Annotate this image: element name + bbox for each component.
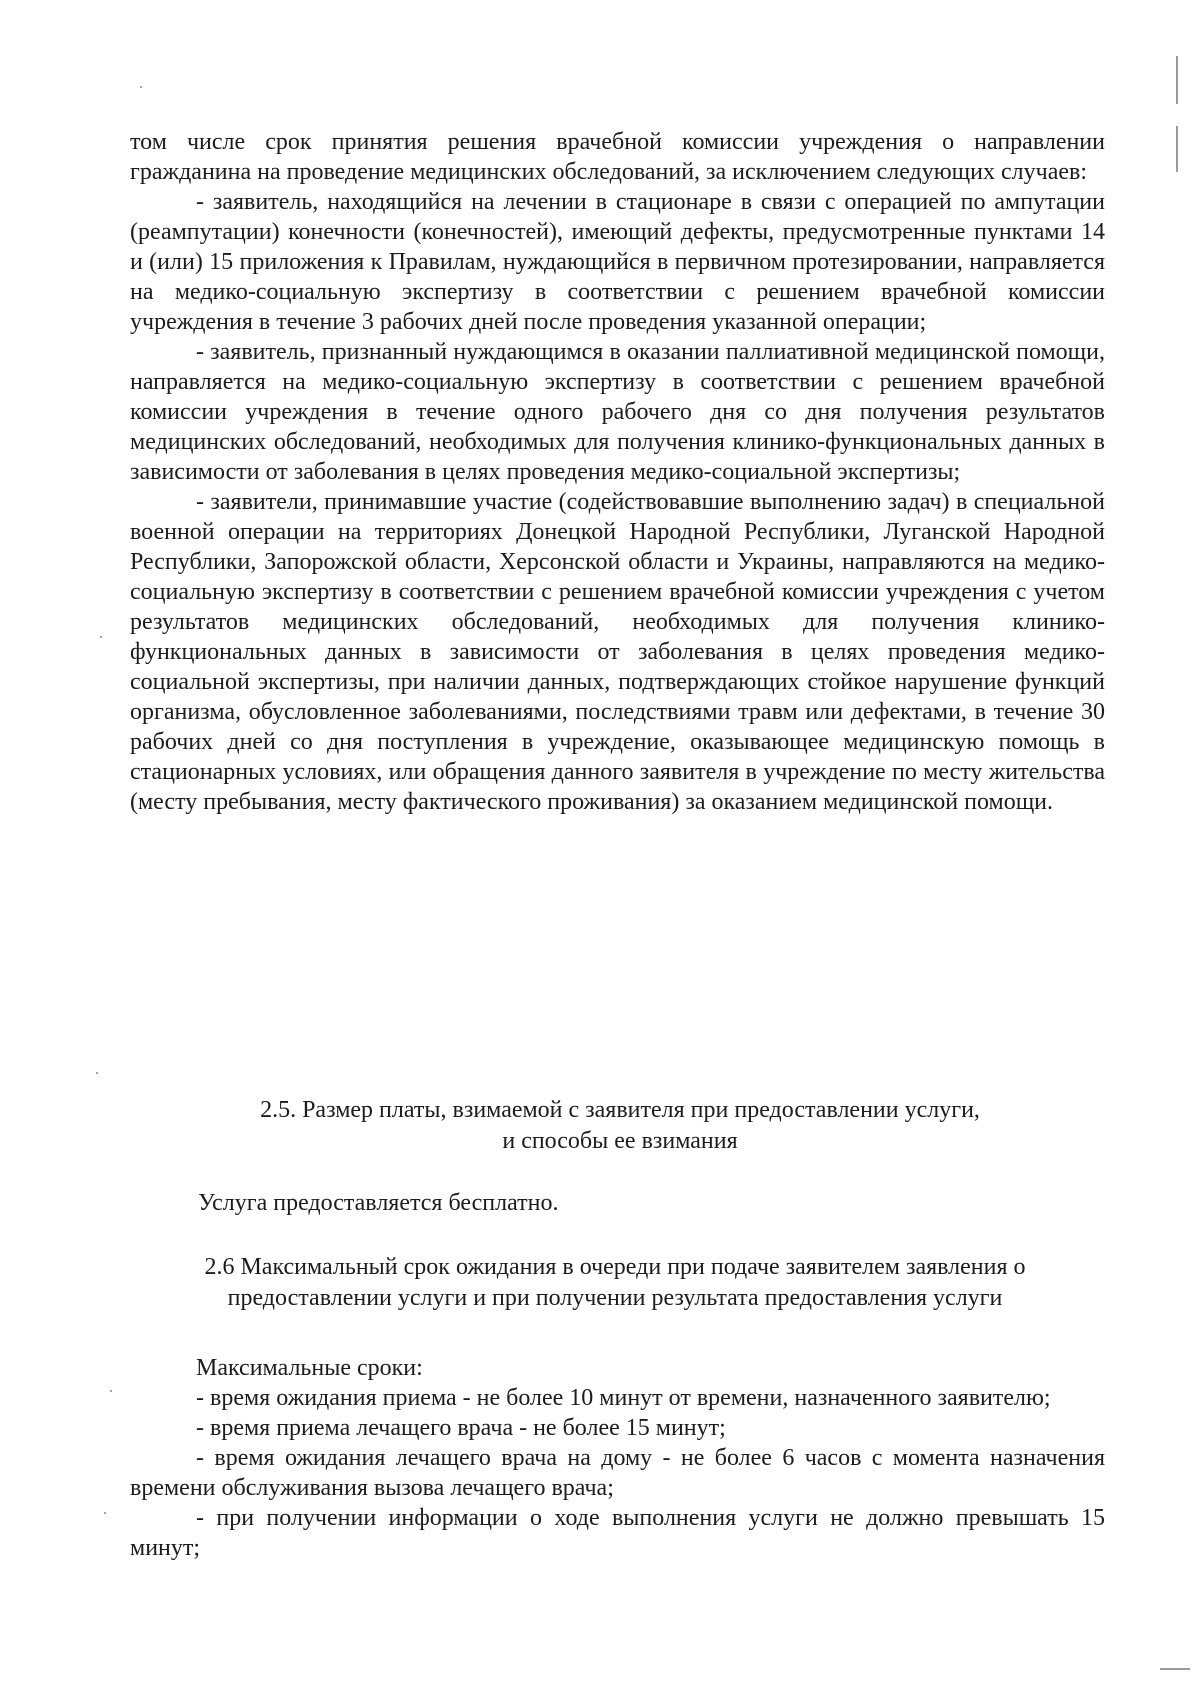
max-terms-block	[130, 1353, 1105, 1563]
max-term-item-reception-duration: - время приема лечащего врача - не более 15 минут;	[196, 1415, 726, 1441]
exception-item-special-operation: - заявители, принимавшие участие (содействовавшие выполнению задач) в специальной военной операции на территориях Донецкой Народной Республики, Луганской Народной Республики, Запорожской области, Херсонской области и Украины, направляются на медико-социальную экспертизу в соответствии с решением врачебной комиссии учреждения с учетом результатов медицинских обследований, необходимых для получения клинико-функциональных данных в зависимости от заболевания в целях проведения медико-социальной экспертизы, при наличии данных, подтверждающих стойкое нарушение функций организма, обусловленное заболеваниями, последствиями травм или дефектами, в течение 30 рабочих дней со дня поступления в учреждение, оказывающее медицинскую помощь в стационарных условиях, или обращения данного заявителя в учреждение по месту жительства (месту пребывания, месту фактического проживания) за оказанием медицинской помощи.	[130, 489, 1105, 815]
section-2-5-heading	[170, 1095, 1070, 1157]
scan-edge-mark-top	[1176, 56, 1178, 104]
max-term-item-home-visit: - время ожидания лечащего врача на дому - не более 6 часов с момента назначения времени обслуживания вызова лечащего врача;	[130, 1445, 1105, 1501]
exceptions-block	[130, 127, 1105, 817]
scan-corner-mark	[1160, 1668, 1190, 1670]
scan-speck	[104, 1512, 106, 1514]
max-term-item-status-info: - при получении информации о ходе выполнения услуги не должно превышать 15 минут;	[130, 1505, 1105, 1561]
section-2-6-heading	[120, 1252, 1110, 1314]
section-2-5-heading-line1: 2.5. Размер платы, взимаемой с заявителя при предоставлении услуги,	[260, 1097, 980, 1123]
scan-speck	[110, 1390, 112, 1392]
intro-paragraph: том числе срок принятия решения врачебной комиссии учреждения о направлении гражданина на проведение медицинских обследований, за исключением следующих случаев:	[130, 129, 1105, 185]
section-2-5-heading-line2: и способы ее взимания	[502, 1128, 738, 1154]
scan-speck	[140, 86, 142, 88]
scan-speck	[100, 636, 102, 638]
exception-item-amputation: - заявитель, находящийся на лечении в стационаре в связи с операцией по ампутации (реампутации) конечности (конечностей), имеющий дефекты, предусмотренные пунктами 14 и (или) 15 приложения к Правилам, нуждающийся в первичном протезировании, направляется на медико-социальную экспертизу в соответствии с решением врачебной комиссии учреждения в течение 3 рабочих дней после проведения указанной операции;	[130, 189, 1105, 335]
section-2-6-heading-line1: 2.6 Максимальный срок ожидания в очереди при подаче заявителем заявления о	[204, 1254, 1026, 1280]
section-2-5-body: Услуга предоставляется бесплатно.	[198, 1190, 559, 1216]
max-terms-lead: Максимальные сроки:	[196, 1355, 423, 1381]
max-term-item-reception-wait: - время ожидания приема - не более 10 минут от времени, назначенного заявителю;	[196, 1385, 1051, 1411]
section-2-6-heading-line2: предоставлении услуги и при получении результата предоставления услуги	[227, 1285, 1003, 1311]
scan-speck	[96, 1072, 98, 1074]
exception-item-palliative: - заявитель, признанный нуждающимся в оказании паллиативной медицинской помощи, направляется на медико-социальную экспертизу в соответствии с решением врачебной комиссии учреждения в течение одного рабочего дня со дня получения результатов медицинских обследований, необходимых для получения клинико-функциональных данных в зависимости от заболевания в целях проведения медико-социальной экспертизы;	[130, 339, 1105, 485]
scan-edge-mark-middle	[1176, 126, 1178, 172]
